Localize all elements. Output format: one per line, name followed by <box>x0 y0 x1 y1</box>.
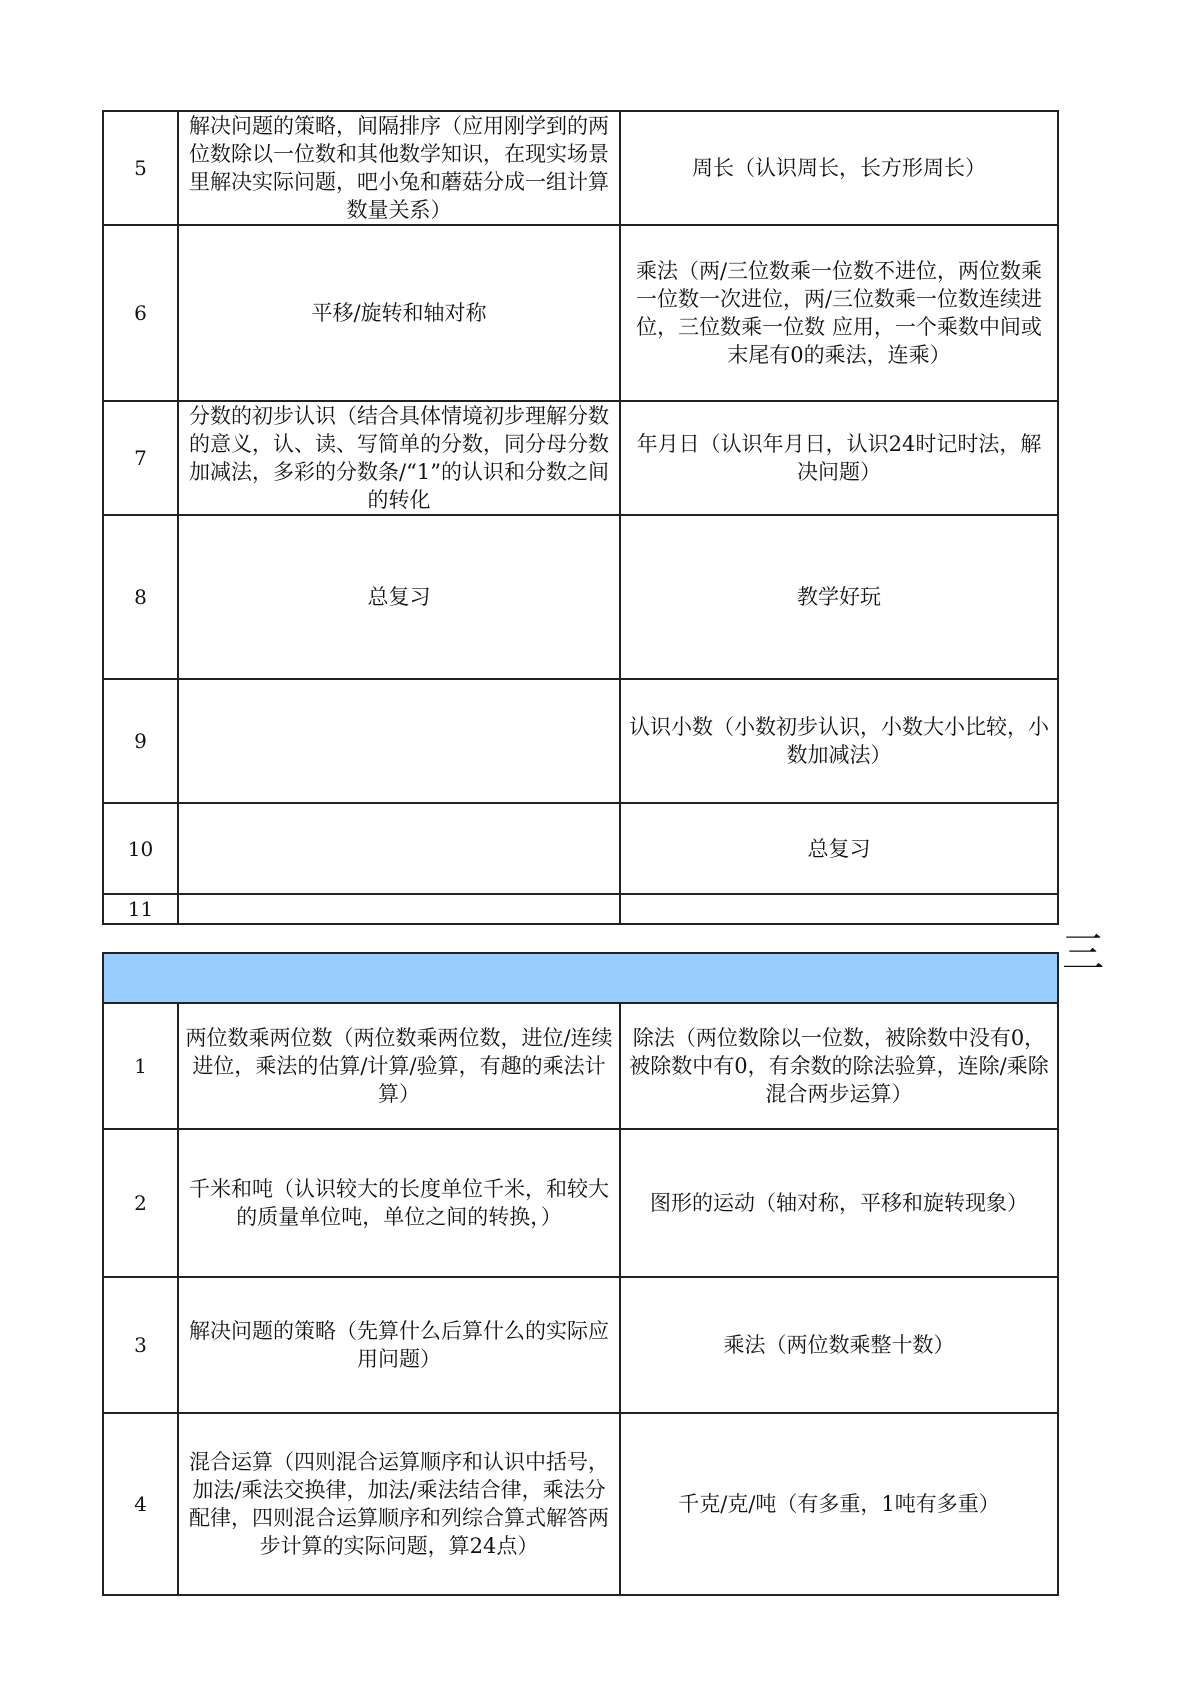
table-row <box>103 894 1058 924</box>
table-row <box>103 1413 1058 1595</box>
row-number: 8 <box>103 515 178 679</box>
left-cell: 千米和吨（认识较大的长度单位千米，和较大的质量单位吨，单位之间的转换，） <box>178 1129 620 1277</box>
row-number: 4 <box>103 1413 178 1595</box>
table-row <box>103 401 1058 515</box>
row-number: 7 <box>103 401 178 515</box>
left-cell <box>178 679 620 803</box>
right-cell: 图形的运动（轴对称，平移和旋转现象） <box>620 1129 1058 1277</box>
table-row <box>103 1129 1058 1277</box>
right-cell: 总复习 <box>620 803 1058 894</box>
row-number: 5 <box>103 111 178 225</box>
curriculum-table-upper <box>102 110 1059 925</box>
table-row <box>103 1277 1058 1413</box>
left-cell: 分数的初步认识（结合具体情境初步理解分数的意义，认、读、写简单的分数，同分母分数加减法，多彩的分数条/“1”的认识和分数之间的转化 <box>178 401 620 515</box>
row-number: 2 <box>103 1129 178 1277</box>
right-cell: 乘法（两/三位数乘一位数不进位，两位数乘一位数一次进位，两/三位数乘一位数连续进位，三位数乘一位数 应用，一个乘数中间或末尾有0的乘法，连乘） <box>620 225 1058 401</box>
right-cell: 周长（认识周长，长方形周长） <box>620 111 1058 225</box>
header-band-cell <box>103 953 1058 1003</box>
row-number: 1 <box>103 1003 178 1129</box>
table-row <box>103 111 1058 225</box>
table-row <box>103 803 1058 894</box>
table-row <box>103 679 1058 803</box>
left-cell <box>178 894 620 924</box>
left-cell: 两位数乘两位数（两位数乘两位数，进位/连续进位，乘法的估算/计算/验算，有趣的乘法计算） <box>178 1003 620 1129</box>
row-number: 6 <box>103 225 178 401</box>
curriculum-table-lower <box>102 952 1059 1596</box>
right-cell: 年月日（认识年月日，认识24时记时法，解决问题） <box>620 401 1058 515</box>
right-cell: 认识小数（小数初步认识，小数大小比较，小数加减法） <box>620 679 1058 803</box>
right-cell: 乘法（两位数乘整十数） <box>620 1277 1058 1413</box>
row-number: 11 <box>103 894 178 924</box>
table-row <box>103 225 1058 401</box>
left-cell: 解决问题的策略，间隔排序（应用刚学到的两位数除以一位数和其他数学知识，在现实场景里解决实际问题，吧小兔和蘑菇分成一组计算数量关系） <box>178 111 620 225</box>
header-band <box>103 953 1058 1003</box>
row-number: 10 <box>103 803 178 894</box>
right-cell: 教学好玩 <box>620 515 1058 679</box>
grade-marker: 三 <box>1062 928 1105 977</box>
row-number: 9 <box>103 679 178 803</box>
table-row <box>103 1003 1058 1129</box>
left-cell <box>178 803 620 894</box>
right-cell: 除法（两位数除以一位数，被除数中没有0，被除数中有0，有余数的除法验算，连除/乘除混合两步运算） <box>620 1003 1058 1129</box>
left-cell: 总复习 <box>178 515 620 679</box>
left-cell: 平移/旋转和轴对称 <box>178 225 620 401</box>
left-cell: 混合运算（四则混合运算顺序和认识中括号，加法/乘法交换律，加法/乘法结合律，乘法分配律，四则混合运算顺序和列综合算式解答两步计算的实际问题，算24点） <box>178 1413 620 1595</box>
left-cell: 解决问题的策略（先算什么后算什么的实际应用问题） <box>178 1277 620 1413</box>
right-cell: 千克/克/吨（有多重，1吨有多重） <box>620 1413 1058 1595</box>
row-number: 3 <box>103 1277 178 1413</box>
right-cell <box>620 894 1058 924</box>
table-row <box>103 515 1058 679</box>
